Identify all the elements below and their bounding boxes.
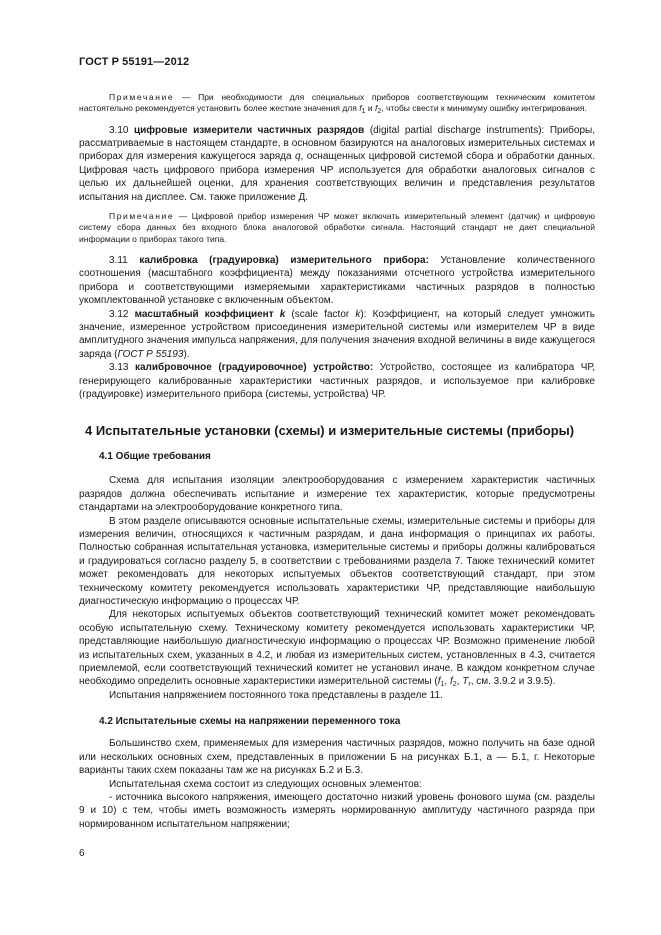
section-heading: 4 Испытательные установки (схемы) и измерительные системы (приборы) — [85, 423, 575, 439]
list-item: - источника высокого напряжения, имеющего достаточно низкий уровень фонового шума (см. разделы 9 и 10) с тем, чтобы иметь возможность измерять нормированную амплитуду частичного разряда при нормированном испытательном напряжении; — [79, 791, 595, 830]
clause-3-12: 3.12 масштабный коэффициент k (scale factor k): Коэффициент, на который следует умножить значение, измеренное устройством присоединения измерительной системы или измерителем ЧР в виде амплитудного значения импульса напряжения, для получения значения входной величины в виде кажущегося заряда (ГОСТ Р 55193). — [79, 308, 595, 360]
paragraph: Для некоторых испытуемых объектов соответствующий технический комитет может рекомендовать особую испытательную схему. Техническому комитету рекомендуется использовать характеристики ЧР, представляющие наибольшую диагностическую информацию о процессах ЧР. Возможно применение любой из испытательных схем, указанных в 4.2, и любая из измерительных систем, установленных в 4.3, считается приемлемой, если соответствующий технический комитет не установил иначе. В каждом конкретном случае необходимо определить основные характеристики измерительной системы ($f_1$, $f_2$, $T_r$, см. 3.9.2 и 3.9.5). — [79, 609, 595, 689]
paragraph: Схема для испытания изоляции электрооборудования с измерением характеристик частичных разрядов должна обеспечивать испытание и измерение тех характеристик, которые предусмотрены стандартами на электрооборудование конкретного типа. — [79, 475, 595, 514]
paragraph: В этом разделе описываются основные испытательные схемы, измерительные системы и приборы для измерения величин, относящихся к частичным разрядам, и дана информация о принципах их работы. Полностью собранная испытательная установка, измерительные системы и приборы должны калиброваться и градуироваться согласно разделу 5, в соответствии с требованиями раздела 7. Также технический комитет может рекомендовать для некоторых испытуемых объектов соответствующий стандарт, при этом техническому комитету рекомендуется использовать характеристики ЧР, представляющие наибольшую диагностическую информацию о процессах ЧР. — [79, 515, 595, 608]
subsection-heading: 4.2 Испытательные схемы на напряжении переменного тока — [99, 716, 401, 728]
clause-3-13: 3.13 калибровочное (градуировочное) устройство: Устройство, состоящее из калибратора ЧР, генерирующего калиброванные характеристики частичных разрядов, и используемое при калибровке (градуировке) измерительного прибора (системы, устройства) ЧР. — [79, 362, 595, 400]
note-label: Примечание — [109, 92, 175, 102]
note-paragraph: Примечание — При необходимости для специальных приборов соответствующим техническим комитетом настоятельно рекомендуется установить более жесткие значения для $f_1$ и $f_2$, чтобы свести к минимуму ошибку интегрирования. — [79, 92, 595, 116]
paragraph: Большинство схем, применяемых для измерения частичных разрядов, можно получить на базе одной или нескольких основных схем, представленных в приложении Б на рисунках Б.1, а — Б.1, г. Некоторые варианты таких схем показаны там же на рисунках Б.2 и Б.3. — [79, 738, 595, 777]
term: калибровка (градуировка) измерительного прибора: — [139, 254, 429, 266]
note-label: Примечание — [109, 211, 175, 222]
standard-reference: ГОСТ Р 55193 — [117, 348, 184, 360]
subsection-heading: 4.1 Общие требования — [99, 451, 211, 463]
term: калибровочное (градуировочное) устройство: — [134, 362, 374, 374]
paragraph: Испытательная схема состоит из следующих основных элементов: — [109, 778, 422, 790]
clause-3-11: 3.11 калибровка (градуировка) измерительного прибора: Установление количественного соотношения (масштабного коэффициента) между показаниями отсчетного устройства измерительного прибора и соответствующими измеряемыми характеристиками частичных разрядов в полностью укомплектованной установке с включенным объектом. — [79, 254, 596, 307]
term: масштабный коэффициент — [134, 308, 280, 320]
page-content — [79, 92, 595, 831]
term: цифровые измерители частичных разрядов — [134, 124, 365, 136]
note-paragraph: Примечание — Цифровой прибор измерения ЧР может включать измерительный элемент (датчик) и цифровую систему сбора данных без входного блока аналоговой обработки сигнала. Настоящий стандарт не дает специальной информации о приборах такого типа. — [79, 211, 595, 244]
paragraph: Испытания напряжением постоянного тока представлены в разделе 11. — [109, 689, 443, 701]
document-header: ГОСТ Р 55191—2012 — [79, 56, 190, 68]
clause-3-10: 3.10 цифровые измерители частичных разрядов (digital partial discharge instruments): Приборы, рассматриваемые в настоящем стандарте, в основном базируются на аналоговых измерительных системах и приборах для измерения кажущегося заряда q, оснащенных цифровой системой сбора и обработки данных. Цифровая часть цифрового прибора измерения ЧР используется для обработки аналоговых сигналов с целью их дальнейшей оценки, для хранения соответствующих величин и представления результатов испытания на дисплее. См. также приложение Д. — [79, 124, 595, 203]
page-number: 6 — [79, 848, 85, 859]
